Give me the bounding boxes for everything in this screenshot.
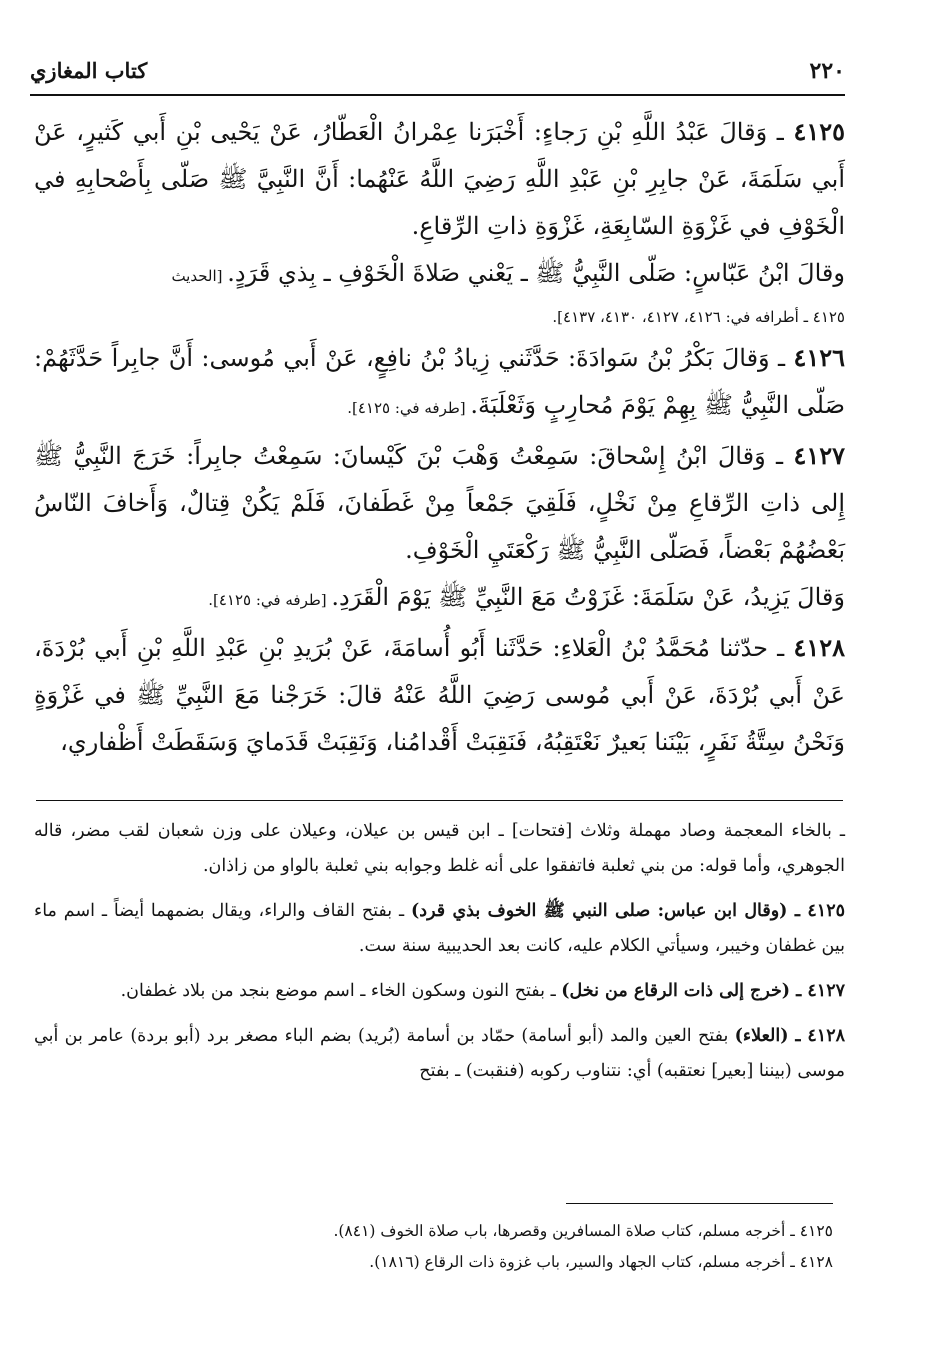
- header-divider: [30, 94, 845, 96]
- hadith-4127: [34, 432, 845, 574]
- commentary-body: ـ بفتح النون وسكون الخاء ـ اسم موضع بنجد من بلاد غطفان.: [120, 981, 562, 1001]
- hadith-4126: [34, 334, 845, 432]
- commentary-continuation: [34, 814, 845, 884]
- hadith-4128: [34, 624, 845, 766]
- references-divider: [566, 1203, 833, 1204]
- commentary-4127: [34, 974, 845, 1009]
- hadith-4127-yazid: [34, 574, 845, 624]
- hadith-4125: [34, 108, 845, 250]
- commentary-4128: [34, 1019, 845, 1089]
- hadith-number: ٤١٢٦: [793, 343, 845, 372]
- hadith-number: ٤١٢٨: [793, 633, 845, 662]
- hadith-4125-ibn-abbas: [34, 250, 845, 300]
- references: [120, 1216, 833, 1278]
- hadith-text: [34, 108, 845, 766]
- hadith-number: ٤١٢٧: [793, 441, 845, 470]
- hadith-body: وَقالَ يَزِيدُ، عَنْ سَلَمَةَ: غَزَوْتُ مَعَ النَّبِيِّ ﷺ يَوْمَ الْقَرَدِ.: [331, 583, 845, 611]
- commentary-body: ـ بفتح القاف والراء، ويقال بضمهما أيضاً ـ اسم ماء بين غطفان وخيبر، وسيأتي الكلام عليه، كانت بعد الحديبية سنة ست.: [34, 901, 845, 956]
- hadith-body: وقالَ ابْنُ عَبّاسٍ: صَلّى النَّبِيُّ ﷺ ـ يَعْني صَلاةَ الْخَوْفِ ـ بِذي قَرَدٍ.: [227, 259, 845, 287]
- commentary-divider: [36, 800, 843, 801]
- commentary: [34, 814, 845, 1099]
- commentary-lemma: ٤١٢٧ ـ (خرج إلى ذات الرقاع من نخل): [561, 981, 845, 1001]
- hadith-cross-ref: [طرفه في: ٤١٢٥].: [347, 399, 471, 417]
- commentary-lemma: ٤١٢٥ ـ (وقال ابن عباس: صلى النبي ﷺ الخوف بذي قرد): [411, 901, 845, 921]
- page-number: ٢٢٠: [809, 58, 845, 84]
- commentary-lemma: ٤١٢٨ ـ (العلاء): [734, 1026, 845, 1046]
- commentary-4125: [34, 894, 845, 964]
- commentary-body: بفتح العين والمد (أبو أسامة) حمّاد بن أسامة (بُريد) بضم الباء مصغر برد (أبو بردة) عامر بن أبي موسى (بيننا [بعير] نعتقبه) أي: نتناوب ركوبه (فنقبت) ـ بفتح: [34, 1026, 845, 1081]
- hadith-body: ـ وَقالَ بَكْرُ بْنُ سَوادَةَ: حَدَّثَني زِيادُ بْنُ نافِعٍ، عَنْ أَبي مُوسى: أَنَّ جابِراً حَدَّثَهُمْ: صَلّى النَّبِيُّ ﷺ بِهِمْ يَوْمَ مُحارِبٍ وَثَعْلَبَةَ.: [34, 344, 845, 419]
- hadith-number: ٤١٢٥: [793, 117, 845, 146]
- page-header: [30, 52, 845, 92]
- hadith-body: ـ وَقالَ عَبْدُ اللَّهِ بْنِ رَجاءٍ: أَخْبَرَنا عِمْرانُ الْعَطّارُ، عَنْ يَحْيى بْنِ أَبي كَثيرٍ، عَنْ أَبي سَلَمَةَ، عَنْ جابِرِ بْنِ عَبْدِ اللَّهِ رَضِيَ اللَّهُ عَنْهُما: أَنَّ النَّبِيَّ ﷺ صَلّى بِأَصْحابِهِ في الْخَوْفِ في غَزْوَةِ السّابِعَةِ، غَزْوَةِ ذاتِ الرِّقاعِ.: [34, 118, 845, 240]
- hadith-4125-related: ٤١٢٥ ـ أطرافه في: ٤١٢٦، ٤١٢٧، ٤١٣٠، ٤١٣٧].: [552, 308, 845, 326]
- reference-4125: ٤١٢٥ ـ أخرجه مسلم، كتاب صلاة المسافرين وقصرها، باب صلاة الخوف (٨٤١).: [333, 1222, 833, 1240]
- hadith-cross-ref: [طرفه في: ٤١٢٥].: [208, 591, 332, 609]
- hadith-cross-ref: [الحديث: [171, 267, 228, 285]
- reference-4128: ٤١٢٨ ـ أخرجه مسلم، كتاب الجهاد والسير، باب غزوة ذات الرقاع (١٨١٦).: [369, 1253, 833, 1271]
- hadith-body: ـ حدّثنا مُحَمَّدُ بْنُ الْعَلاءِ: حَدَّثَنا أَبُو أُسامَةَ، عَنْ بُرَيدِ بْنِ عَبْدِ اللَّهِ بْنِ أَبي بُرْدَةَ، عَنْ أَبي بُرْدَةَ، عَنْ أَبي مُوسى رَضِيَ اللَّهُ عَنْهُ قالَ: خَرَجْنا مَعَ النَّبِيِّ ﷺ في غَزْوَةٍ وَنَحْنُ سِتَّةُ نَفَرٍ، بَيْنَنا بَعيرٌ نَعْتَقِبُهُ، فَنَقِبَتْ أَقْدامُنا، وَنَقِبَتْ قَدَمايَ وَسَقَطَتْ أَظْفاري،: [34, 634, 845, 756]
- book-title: كتاب المغازي: [30, 58, 148, 83]
- hadith-body: ـ وَقالَ ابْنُ إِسْحاقَ: سَمِعْتُ وَهْبَ بْنَ كَيْسانَ: سَمِعْتُ جابِراً: خَرَجَ النَّبِيُّ ﷺ إِلى ذاتِ الرِّقاعِ مِنْ نَخْلٍ، فَلَقِيَ جَمْعاً مِنْ غَطَفانَ، فَلَمْ يَكُنْ قِتالٌ، وَأَخافَ النّاسُ بَعْضُهُمْ بَعْضاً، فَصَلّى النَّبِيُّ ﷺ رَكْعَتَيِ الْخَوْفِ.: [34, 442, 845, 564]
- commentary-body: ـ بالخاء المعجمة وصاد مهملة وثلاث [فتحات] ـ ابن قيس بن عيلان، وعيلان على وزن شعبان لقب مضر، قاله الجوهري، وأما قوله: من بني ثعلبة فاتفقوا على أنه غلط وجوابه بني ثعلبة بالواو من زاذان.: [34, 821, 845, 876]
